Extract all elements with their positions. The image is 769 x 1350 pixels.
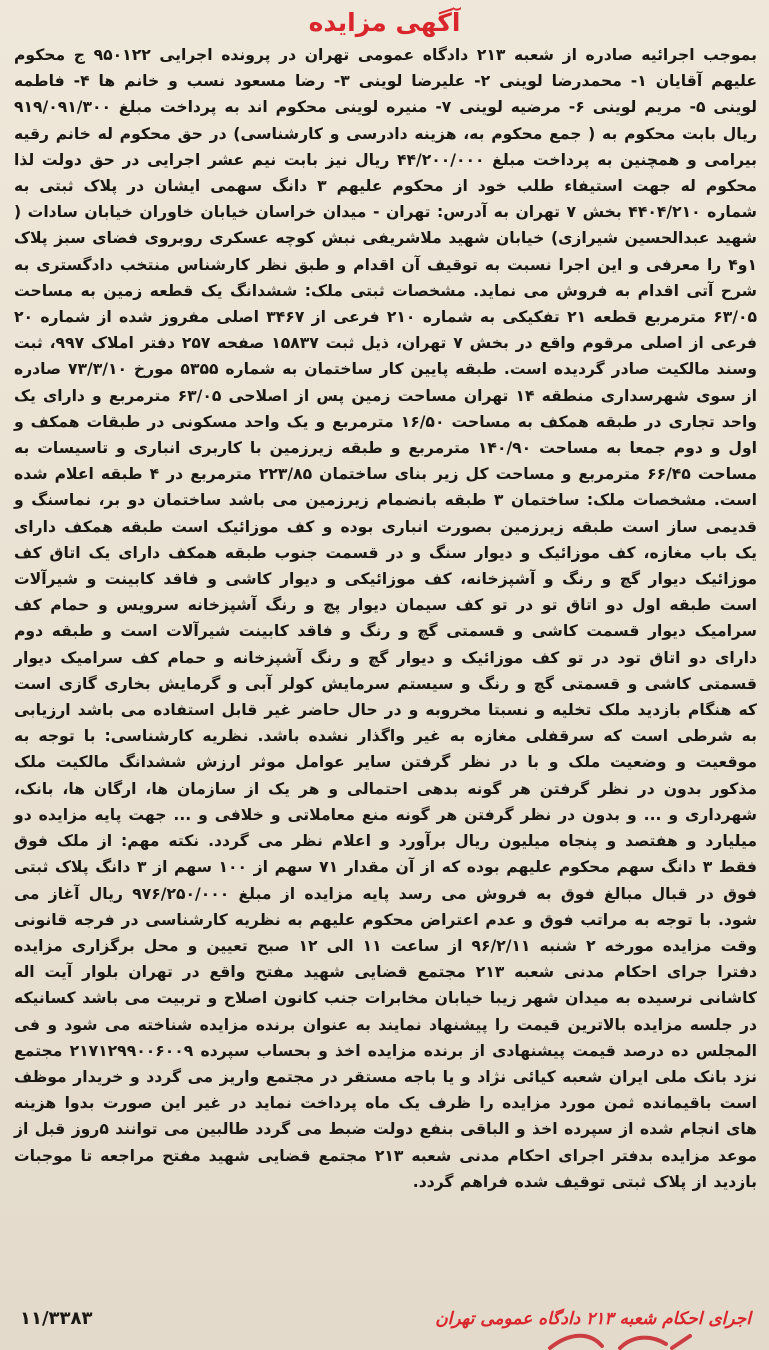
reference-number: ۱۱/۳۳۸۳ (20, 1308, 93, 1329)
notice-body: بموجب اجرائیه صادره از شعبه ۲۱۳ دادگاه عمومی تهران در پرونده اجرایی ۹۵۰۱۲۲ ج محکوم علیهم آقایان ۱- محمدرضا لوینی ۲- علیرضا لوینی ۳- رضا مسعود نسب و خانم ها ۴- فاطمه لوینی ۵- مریم لوینی ۶- مرضیه لوینی ۷- منیره لوینی محکوم اند به پرداخت مبلغ ۹۱۹/۰۹۱/۳۰۰ ریال بابت محکوم به ( جمع محکوم به، هزینه دادرسی و کارشناسی) در حق محکوم له خانم رقیه بیرامی و همچنین به پرداخت مبلغ ۴۴/۲۰۰/۰۰۰ ریال نیز بابت نیم عشر اجرایی در حق دولت لذا محکوم له جهت استیفاء طلب خود از محکوم علیهم ۳ دانگ سهمی ایشان در پلاک ثبتی به شماره ۴۴۰۴/۲۱۰ بخش ۷ تهران به آدرس: تهران - میدان خراسان خیابان خاوران خیابان سادات ( شهید عبدالحسین شیرازی) خیابان شهید ملاشریفی نبش کوچه عسکری روبروی فضای سبز پلاک ۱و۴ را معرفی و این اجرا نسبت به توقیف آن اقدام و طبق نظر کارشناس منتخب دادگستری به شرح آتی اقدام به فروش می نماید. مشخصات ثبتی ملک: ششدانگ یک قطعه زمین به مساحت ۶۳/۰۵ مترمربع قطعه ۲۱ تفکیکی به شماره ۲۱۰ فرعی از ۳۴۶۷ اصلی مفروز شده از شماره ۲۰ فرعی از اصلی مرقوم واقع در بخش ۷ تهران، ذیل ثبت ۱۵۸۳۷ صفحه ۲۵۷ دفتر املاک ۹۹۷، ثبت وسند مالکیت صادر گردیده است. طبقه پایین کار ساختمان به شماره ۵۳۵۵ مورخ ۷۳/۳/۱۰ صادره از سوی شهرسداری منطقه ۱۴ تهران مساحت زمین پس از اصلاحی ۶۳/۰۵ مترمربع و دارای یک واحد تجاری در طبقه همکف به مساحت ۱۶/۵۰ مترمربع و یک واحد مسکونی در طبقات همکف و اول و دوم جمعا به مساحت ۱۴۰/۹۰ مترمربع و طبقه زیرزمین با کاربری انباری و تاسیسات به مساحت ۶۶/۴۵ مترمربع و مساحت کل زیر بنای ساختمان ۲۲۳/۸۵ مترمربع در ۴ طبقه اعلام شده است. مشخصات ملک: ساختمان ۳ طبقه بانضمام زیرزمین می باشد ساختمان دو بر، نماسنگ و قدیمی ساز است طبقه زیرزمین بصورت انباری بوده و کف موزائیک است طبقه همکف دارای یک باب مغازه، کف موزائیک و دیوار سنگ و در قسمت جنوب طبقه همکف دارای یک اتاق کف موزائیک دیوار گچ و رنگ و آشپزخانه، کف موزائیکی و دیوار کاشی و فاقد کابینت و شیرآلات است طبقه اول دو اتاق تو در تو کف سیمان دیوار پچ و رنگ آشپزخانه سرویس و حمام کف سرامیک دیوار قسمت کاشی و قسمتی گچ و رنگ و فاقد کابینت شیرآلات است و طبقه دوم دارای دو اتاق تود در تو کف موزائیک و دیوار گچ و رنگ آشپزخانه و حمام کف سرامیک دیوار قسمتی کاشی و قسمتی گچ و رنگ و سیستم سرمایش کولر آبی و گرمایش بخاری گازی است که هنگام بازدید ملک تخلیه و نسبتا مخروبه و در حال حاضر غیر قابل استفاده می باشد ارزیابی به شرطی است که سرقفلی مغازه به غیر واگذار نشده باشد. نظریه کارشناسی: با توجه به موقعیت و وضعیت ملک و با در نظر گرفتن سایر عوامل موثر ارزش ششدانگ مالکیت ملک مذکور بدون در نظر گرفتن هر گونه بدهی احتمالی و هر یک از سازمان ها، ارگان ها، بانک، شهرداری و ... و بدون در نظر گرفتن هر گونه منع معاملاتی و خلافی و ... جهت پایه مزایده دو میلیارد و هفتصد و پنجاه میلیون ریال برآورد و اعلام نظر می گردد. نکته مهم: از ملک فوق فقط ۳ دانگ سهم محکوم علیهم بوده که از آن مقدار ۷۱ سهم از ۱۰۰ سهم از ۳ دانگ پلاک ثبتی فوق در قبال مبالغ فوق به فروش می رسد پایه مزایده از مبلغ ۹۷۶/۲۵۰/۰۰۰ ریال آغاز می شود. با توجه به مراتب فوق و عدم اعتراض محکوم علیهم به نظریه کارشناسی در فرجه قانونی وقت مزایده مورخه ۲ شنبه ۹۶/۲/۱۱ از ساعت ۱۱ الی ۱۲ صبح تعیین و محل برگزاری مزایده دفترا جرای احکام مدنی شعبه ۲۱۳ مجتمع قضایی شهید مفتح واقع در تهران بلوار آیت اله کاشانی نرسیده به میدان شهر زیبا خیابان مخابرات جنب کانون اصلاح و تربیت می باشد کسانیکه در جلسه مزایده بالاترین قیمت را پیشنهاد نمایند به عنوان برنده مزایده شناخته می شود و فی المجلس ده درصد قیمت پیشنهادی از برنده مزایده اخذ و بحساب سپرده ۲۱۷۱۲۹۹۰۰۶۰۰۹ مجتمع نزد بانک ملی ایران شعبه کیائی نژاد و یا باجه مستقر در مجتمع واریز می گردد و خریدار موظف است باقیمانده ثمن مورد مزایده را ظرف یک ماه پرداخت نماید در غیر این صورت بدوا هزینه های انجام شده از سپرده اخذ و الباقی بنفع دولت ضبط می گردد طالبین می توانند ۵روز قبل از موعد مزایده بدفتر اجرای احکام مدنی شعبه ۲۱۳ مجتمع قضایی شهید مفتح مراجعه تا موجبات بازدید از پلاک ثبتی توقیف شده فراهم گردد. (14, 46, 758, 1191)
auction-notice (8, 6, 761, 1331)
notice-footer (8, 1305, 761, 1333)
issuer-signature: اجرای احکام شعبه ۲۱۳ دادگاه عمومی تهران (435, 1309, 751, 1329)
red-ink-mark-icon (540, 1330, 700, 1350)
notice-title: آگهی مزایده (308, 8, 461, 37)
